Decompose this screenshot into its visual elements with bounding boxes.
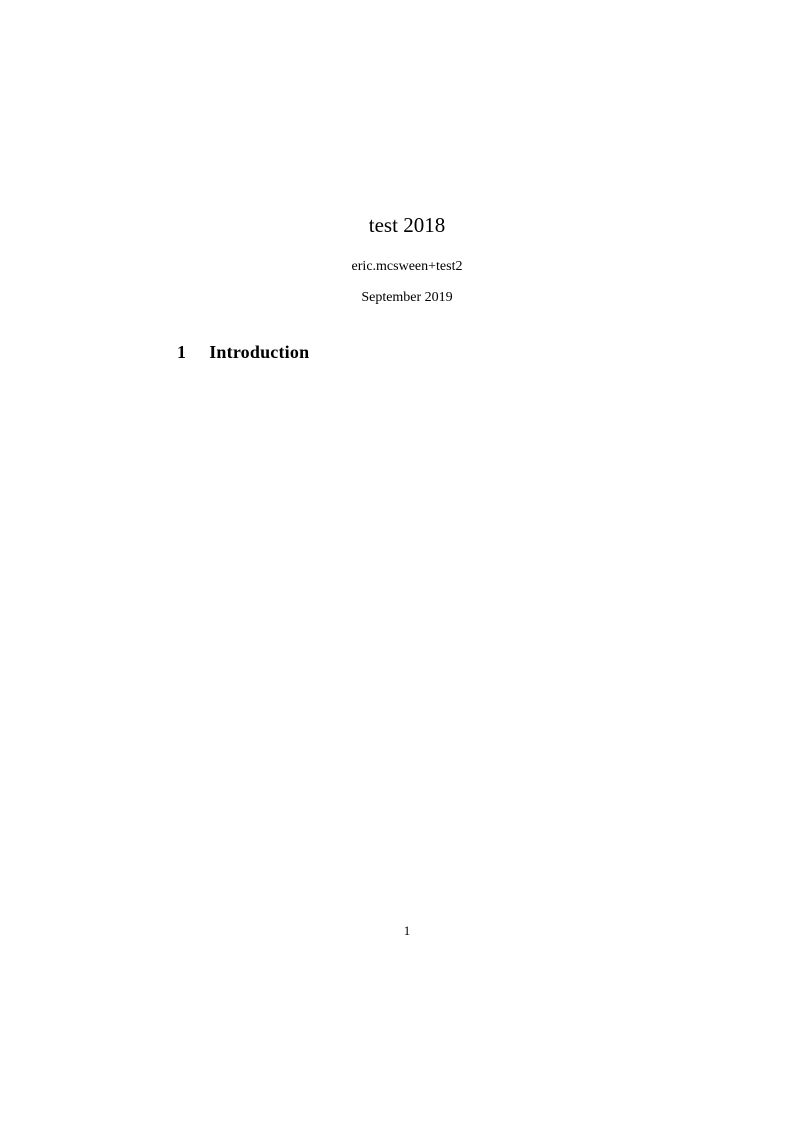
section-number: 1 xyxy=(177,342,187,362)
section-heading xyxy=(177,342,637,364)
document-title: test 2018 xyxy=(368,213,446,237)
document-author: eric.mcsween+test2 xyxy=(351,259,463,274)
section-title: Introduction xyxy=(209,342,310,362)
document-date: September 2019 xyxy=(361,290,453,305)
page-number: 1 xyxy=(403,923,411,938)
